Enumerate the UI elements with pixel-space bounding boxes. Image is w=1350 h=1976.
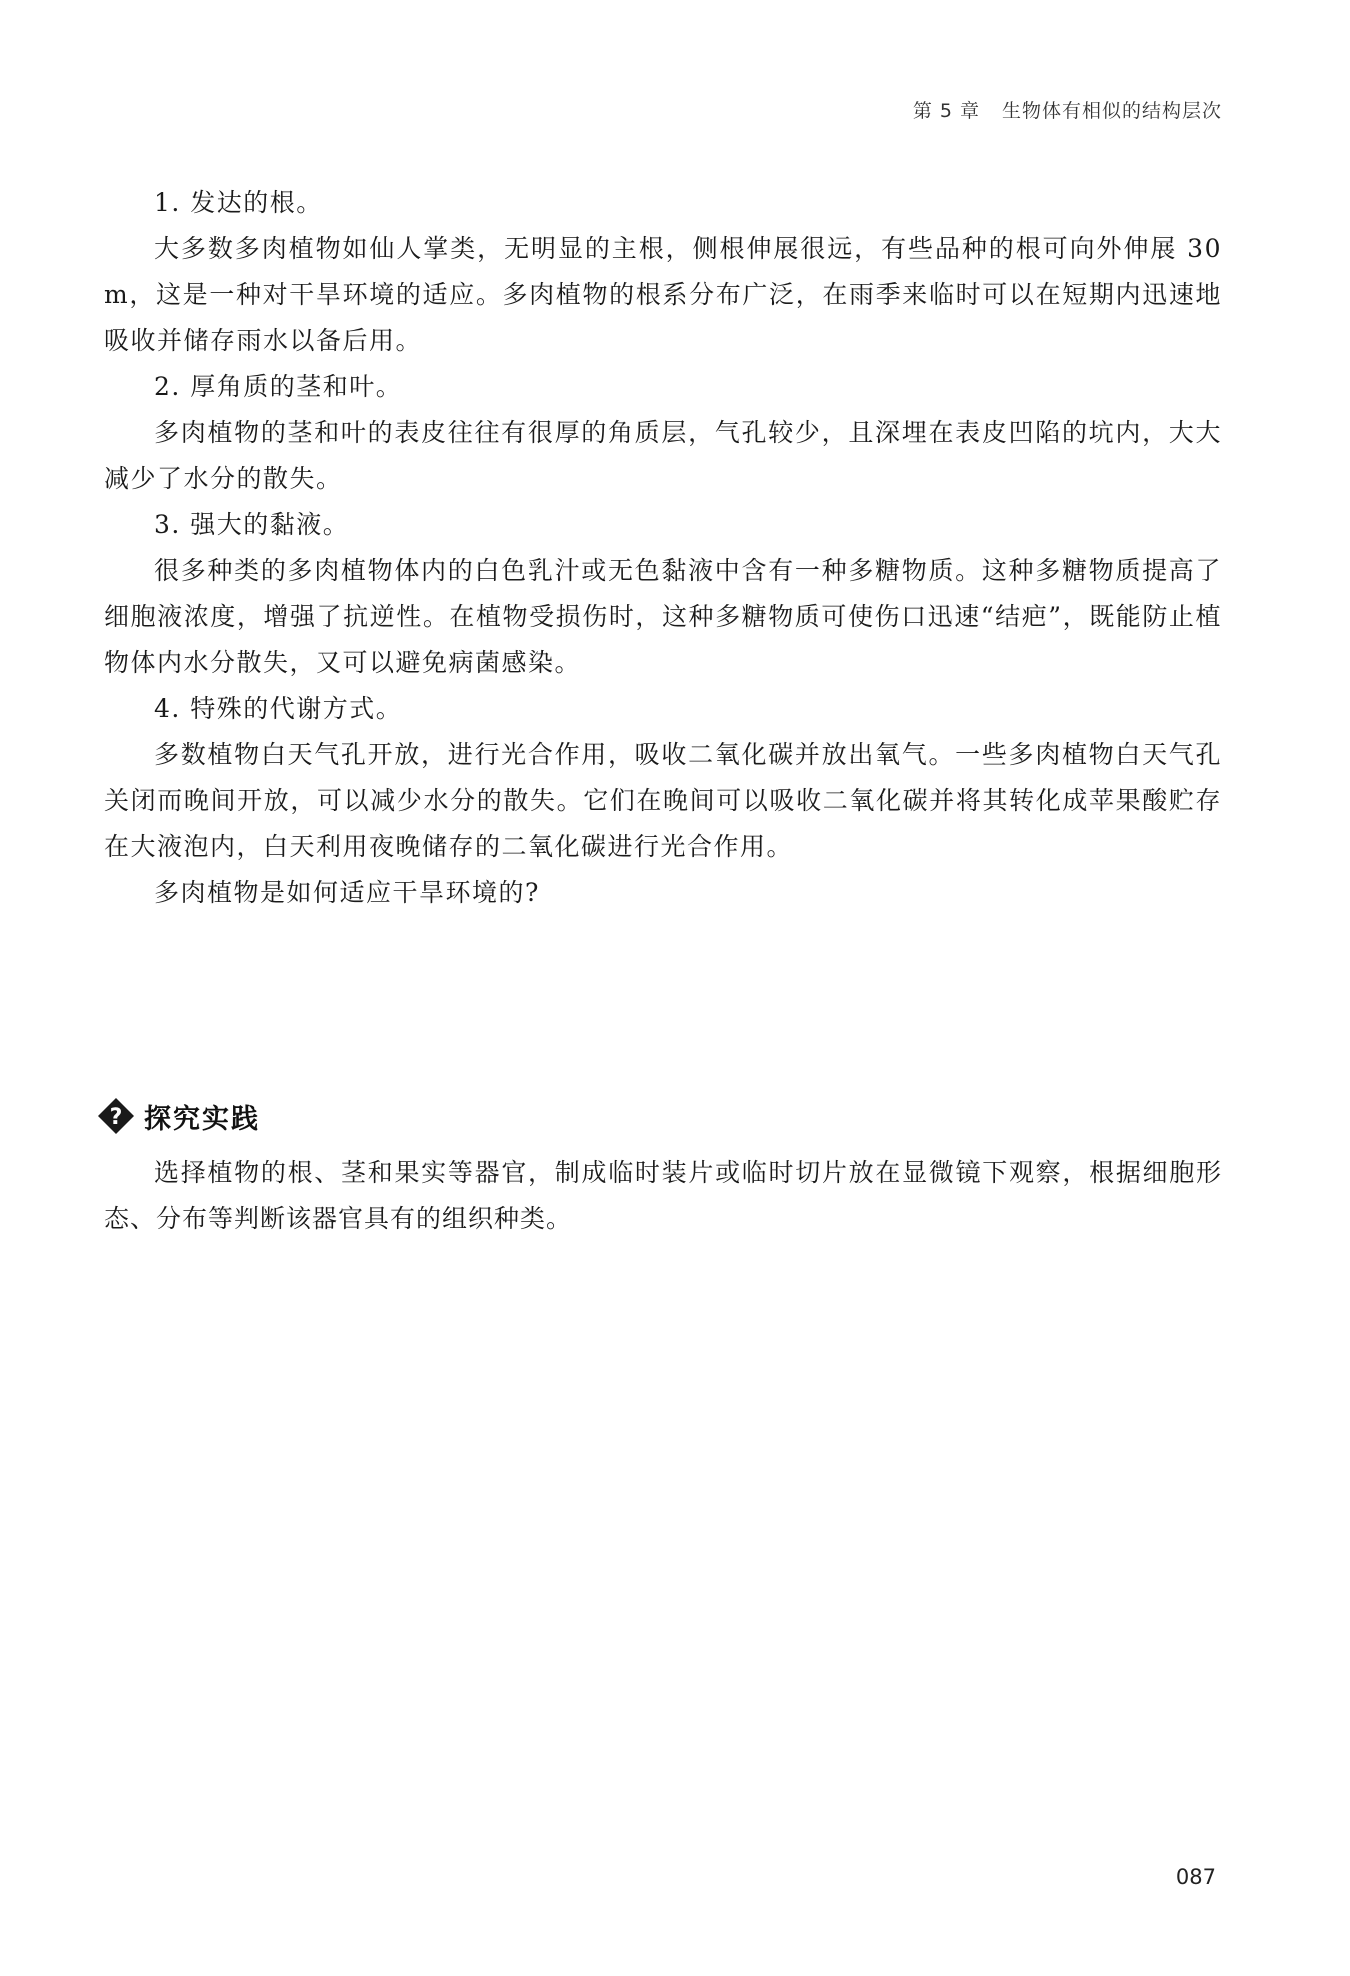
chapter-number: 第 5 章 [912,100,980,122]
paragraph-roots: 大多数多肉植物如仙人掌类，无明显的主根，侧根伸展很远，有些品种的根可向外伸展 30 m，这是一种对干旱环境的适应。多肉植物的根系分布广泛，在雨季来临时可以在短期内迅速地吸收并储存雨水以备后用。 [104,234,1222,355]
section-title [96,1096,260,1136]
point-heading-stems-leaves: 2. 厚角质的茎和叶。 [154,372,403,401]
main-text [104,180,1222,916]
paragraph-stems-leaves: 多肉植物的茎和叶的表皮往往有很厚的角质层，气孔较少，且深埋在表皮凹陷的坑内，大大减少了水分的散失。 [104,418,1222,493]
question-text: 多肉植物是如何适应干旱环境的? [154,878,540,907]
page-number: 087 [1175,1865,1216,1889]
section-title-text: 探究实践 [144,1103,260,1135]
point-heading-mucus: 3. 强大的黏液。 [154,510,350,539]
paragraph-mucus: 很多种类的多肉植物体内的白色乳汁或无色黏液中含有一种多糖物质。这种多糖物质提高了细胞液浓度，增强了抗逆性。在植物受损伤时，这种多糖物质可使伤口迅速“结疤”，既能防止植物体内水分散失，又可以避免病菌感染。 [104,556,1222,677]
chapter-title: 生物体有相似的结构层次 [1001,100,1222,122]
running-header [913,96,1222,123]
question-diamond-icon [96,1096,136,1136]
paragraph-metabolism: 多数植物白天气孔开放，进行光合作用，吸收二氧化碳并放出氧气。一些多肉植物白天气孔关闭而晚间开放，可以减少水分的散失。它们在晚间可以吸收二氧化碳并将其转化成苹果酸贮存在大液泡内，白天利用夜晚储存的二氧化碳进行光合作用。 [104,740,1222,861]
point-heading-metabolism: 4. 特殊的代谢方式。 [154,694,403,723]
svg-text:?: ? [109,1105,123,1130]
practice-instructions: 选择植物的根、茎和果实等器官，制成临时装片或临时切片放在显微镜下观察，根据细胞形态、分布等判断该器官具有的组织种类。 [104,1158,1222,1233]
point-heading-roots: 1. 发达的根。 [154,188,323,217]
section-body [104,1150,1222,1242]
